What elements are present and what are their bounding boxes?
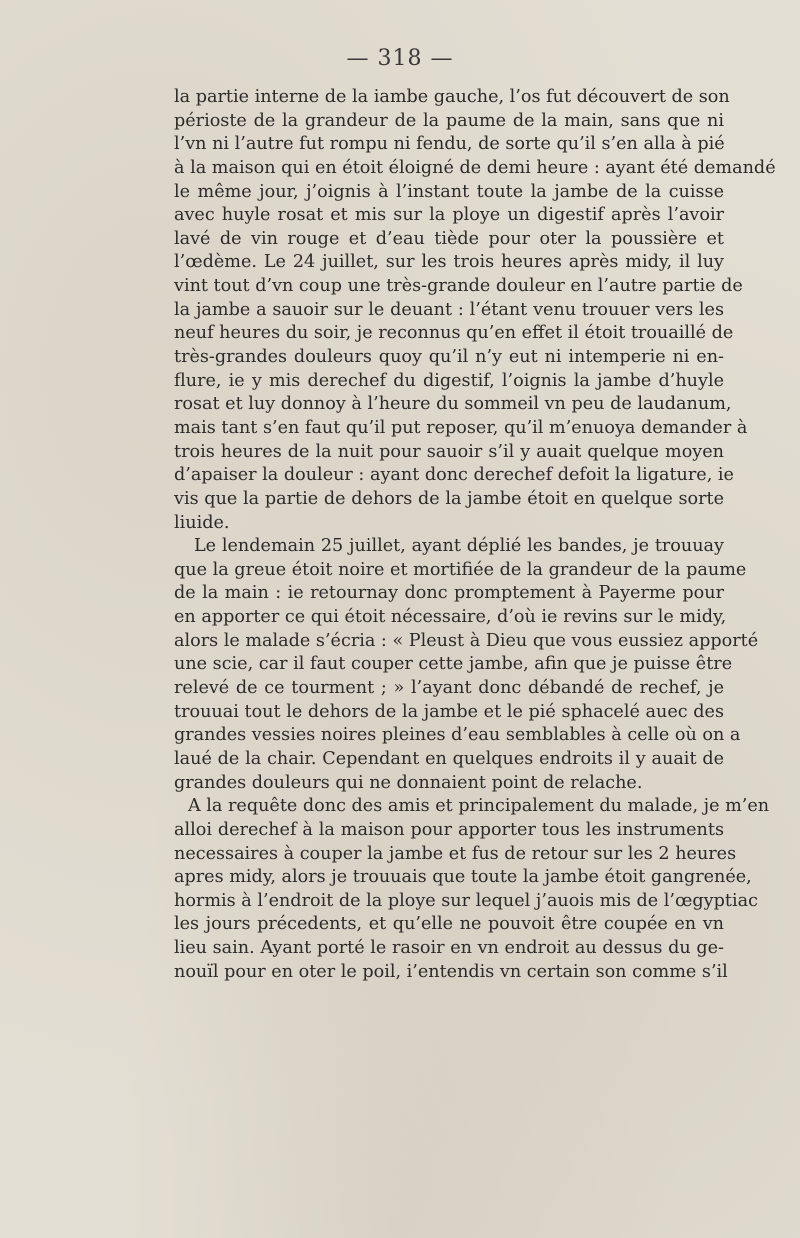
text-line: neuf heures du soir, je reconnus qu’en effet il étoit trouaillé de (174, 323, 734, 344)
text-line: trois heures de la nuit pour sauoir s’il y auait quelque moyen (174, 441, 724, 462)
text-line: apres midy, alors je trouuais que toute la jambe étoit gangrenée, (174, 867, 752, 888)
text-line: l’vn ni l’autre fut rompu ni fendu, de sorte qu’il s’en alla à pié (174, 134, 725, 155)
text-line: A la requête donc des amis et principalement du malade, je m’en (188, 796, 770, 817)
text-line: en apporter ce qui étoit nécessaire, d’où ie revins sur le midy, (174, 607, 727, 628)
text-line: avec huyle rosat et mis sur la ploye un digestif après l’avoir (174, 205, 724, 226)
text-line: périoste de la grandeur de la paume de la main, sans que ni (174, 110, 724, 131)
text-line: vint tout d’vn coup une très-grande douleur en l’autre partie de (174, 276, 743, 297)
text-line: le même jour, j’oignis à l’instant toute la jambe de la cuisse (174, 181, 724, 202)
text-line: la jambe a sauoir sur le deuant : l’étant venu trouuer vers les (174, 299, 724, 320)
text-line: la partie interne de la iambe gauche, l’os fut découvert de son (174, 87, 730, 107)
text-line: necessaires à couper la jambe et fus de retour sur les 2 heures (174, 843, 737, 864)
text-line: de la main : ie retournay donc promptement à Payerme pour (174, 583, 724, 604)
text-line: alloi derechef à la maison pour apporter tous les instruments (174, 819, 724, 840)
text-line: très-grandes douleurs quoy qu’il n’y eut ni intemperie ni en- (174, 347, 724, 368)
text-line: flure, ie y mis derechef du digestif, l’oignis la jambe d’huyle (174, 370, 724, 391)
text-line: rosat et luy donnoy à l’heure du sommeil vn peu de laudanum, (174, 394, 732, 415)
text-line: relevé de ce tourment ; » l’ayant donc débandé de rechef, je (174, 678, 724, 699)
text-line: grandes douleurs qui ne donnaient point de relache. (174, 772, 643, 793)
text-line: Le lendemain 25 juillet, ayant déplié les bandes, je trouuay (194, 536, 724, 557)
body-text (174, 86, 776, 984)
text-line: trouuai tout le dehors de la jambe et le pié sphacelé auec des (174, 701, 724, 722)
text-line: une scie, car il faut couper cette jambe, afin que je puisse être (174, 654, 733, 675)
text-line: lavé de vin rouge et d’eau tiède pour oter la poussière et (174, 228, 724, 249)
text-line: alors le malade s’écria : « Pleust à Dieu que vous eussiez apporté (174, 630, 759, 651)
text-line: à la maison qui en étoit éloigné de demi heure : ayant été demandé (174, 157, 776, 178)
text-line: lieu sain. Ayant porté le rasoir en vn endroit au dessus du ge- (174, 938, 724, 959)
text-line: d’apaiser la douleur : ayant donc derechef defoit la ligature, ie (174, 465, 734, 486)
text-line: les jours précedents, et qu’elle ne pouvoit être coupée en vn (174, 914, 724, 935)
text-line: liuide. (174, 512, 230, 533)
page-number: — 318 — (346, 46, 454, 71)
text-line: vis que la partie de dehors de la jambe étoit en quelque sorte (174, 488, 724, 509)
text-line: l’œdème. Le 24 juillet, sur les trois heures après midy, il luy (174, 252, 724, 273)
text-line: que la greue étoit noire et mortifiée de la grandeur de la paume (174, 559, 747, 580)
text-line: laué de la chair. Cependant en quelques endroits il y auait de (174, 748, 724, 769)
text-line: grandes vessies noires pleines d’eau semblables à celle où on a (174, 725, 741, 746)
text-line: hormis à l’endroit de la ploye sur lequel j’auois mis de l’œgyptiac (174, 890, 758, 911)
text-line: mais tant s’en faut qu’il put reposer, qu’il m’enuoya demander à (174, 417, 748, 438)
text-line: nouïl pour en oter le poil, i’entendis vn certain son comme s’il (174, 961, 728, 982)
